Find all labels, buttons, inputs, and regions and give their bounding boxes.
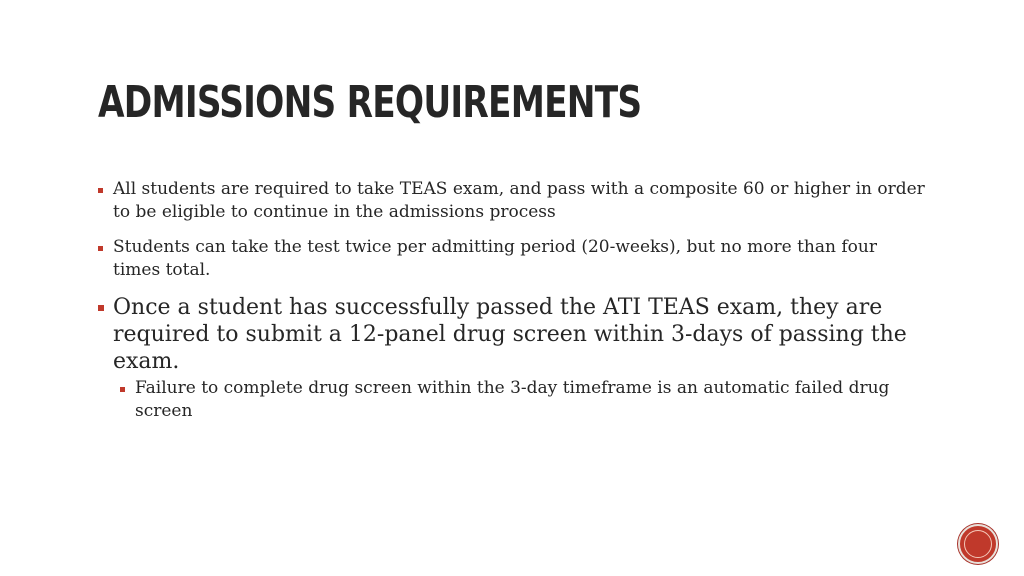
bullet-text-1: All students are required to take TEAS exam, and pass with a composite 60 or higher in order to be eligible to continue in the admissions process <box>113 179 925 222</box>
logo-ring <box>964 530 992 558</box>
bullet-item-2 <box>98 236 928 282</box>
slide-title: ADMISSIONS REQUIREMENTS <box>98 77 642 128</box>
bullet-icon <box>98 188 103 193</box>
bullet-icon <box>98 246 103 251</box>
sub-bullet-item-1 <box>120 377 928 423</box>
bullet-icon <box>98 305 104 311</box>
bullet-list <box>98 178 928 423</box>
bullet-text-2: Students can take the test twice per admitting period (20-weeks), but no more than four times total. <box>113 237 877 280</box>
slide-logo-icon <box>958 524 998 564</box>
bullet-item-3 <box>98 294 928 375</box>
sub-bullet-text-1: Failure to complete drug screen within the 3-day timeframe is an automatic failed drug screen <box>135 378 890 421</box>
bullet-item-1 <box>98 178 928 224</box>
sub-bullet-icon <box>120 387 125 392</box>
bullet-text-3: Once a student has successfully passed the ATI TEAS exam, they are required to submit a 12-panel drug screen within 3-days of passing the exam. <box>113 295 907 374</box>
